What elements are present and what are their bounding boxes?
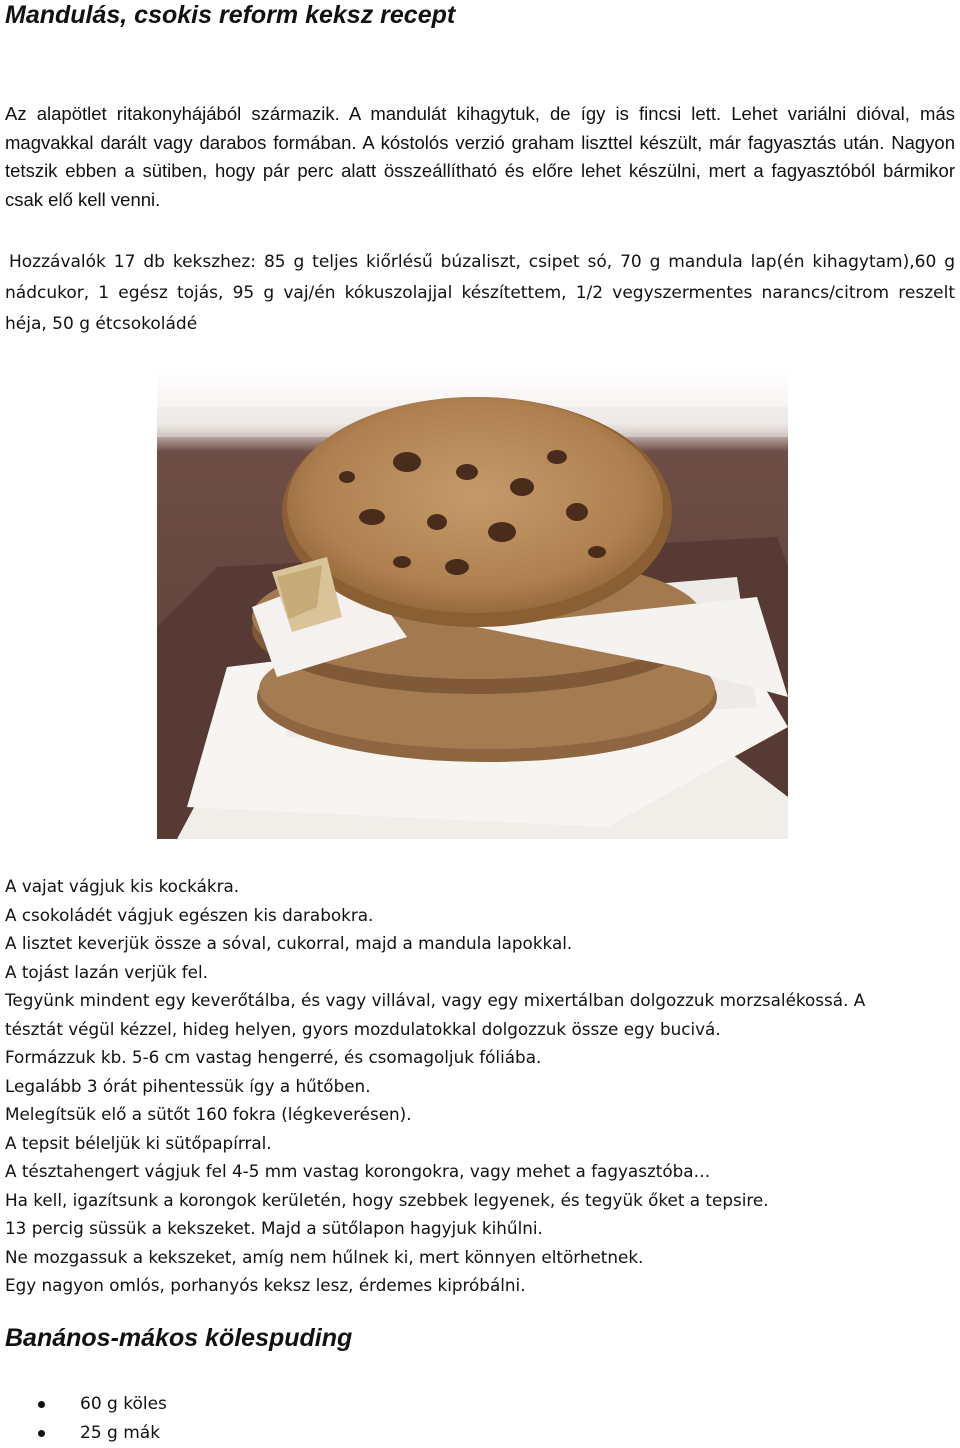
ingredients-paragraph: Hozzávalók 17 db kekszhez: 85 g teljes kiőrlésű búzaliszt, csipet só, 70 g mandula lap(én kihagytam),60 g nádcukor, 1 egész tojás, 95 g vaj/én kókuszolajjal készítettem, 1/2 vegyszermentes narancs/citrom reszelt héja, 50 g étcsokoládé — [5, 252, 955, 334]
list-item: 13 percig süssük a kekszeket. Majd a sütőlapon hagyjuk kihűlni. — [5, 1218, 543, 1238]
list-item — [0, 1419, 167, 1448]
list-item: Ne mozgassuk a kekszeket, amíg nem hűlnek ki, mert könnyen eltörhetnek. — [5, 1246, 644, 1267]
list-item: Ha kell, igazítsunk a korongok kerületén, hogy szebbek legyenek, és tegyük őket a tepsire. — [5, 1189, 769, 1210]
list-item: A tepsit béleljük ki sütőpapírral. — [5, 1132, 272, 1153]
recipe-intro: Az alapötlet ritakonyhájából származik. A mandulát kihagytuk, de így is fincsi lett. Lehet variálni dióval, más magvakkal darált vagy darabos formában. A kóstolós verzió graham liszttel készült, már fagyasztás után. Nagyon tetszik ebben a sütiben, hogy pár perc alatt összeállítható és előre lehet készülni, mert a fagyasztóból bármikor csak elő kell venni. — [5, 103, 955, 210]
list-item: A lisztet keverjük össze a sóval, cukorral, majd a mandula lapokkal. — [5, 933, 573, 953]
list-item: Legalább 3 órát pihentessük így a hűtőben. — [5, 1075, 371, 1096]
bullet-icon — [38, 1401, 45, 1408]
ingredient-text: 25 g mák — [80, 1422, 161, 1443]
list-item: Melegítsük elő a sütőt 160 fokra (légkeverésen). — [5, 1104, 412, 1124]
list-item: Tegyünk mindent egy keverőtálba, és vagy villával, vagy egy mixertálban dolgozzuk morzsalékossá. A — [5, 990, 866, 1010]
list-item: tésztát végül kézzel, hideg helyen, gyors mozdulatokkal dolgozzuk össze egy bucivá. — [5, 1018, 721, 1039]
ingredient-text: 60 g köles — [80, 1394, 167, 1414]
recipe-title: Mandulás, csokis reform keksz recept — [5, 1, 456, 29]
list-item — [0, 1390, 167, 1419]
cookie-illustration — [157, 367, 788, 839]
list-item: A vajat vágjuk kis kockákra. — [5, 876, 240, 896]
second-recipe-title: Banános-mákos kölespuding — [5, 1324, 353, 1352]
list-item: Egy nagyon omlós, porhanyós keksz lesz, érdemes kipróbálni. — [5, 1275, 526, 1295]
list-item: A tésztahengert vágjuk fel 4-5 mm vastag korongokra, vagy mehet a fagyasztóba… — [5, 1161, 711, 1181]
list-item: A csokoládét vágjuk egészen kis darabokra. — [5, 904, 374, 925]
second-recipe-ingredients — [0, 1390, 167, 1447]
recipe-steps — [5, 872, 960, 1300]
bullet-icon — [38, 1430, 45, 1437]
list-item: Formázzuk kb. 5-6 cm vastag hengerré, és csomagoljuk fóliába. — [5, 1047, 542, 1067]
cookie-photo — [157, 367, 788, 839]
list-item: A tojást lazán verjük fel. — [5, 961, 209, 982]
